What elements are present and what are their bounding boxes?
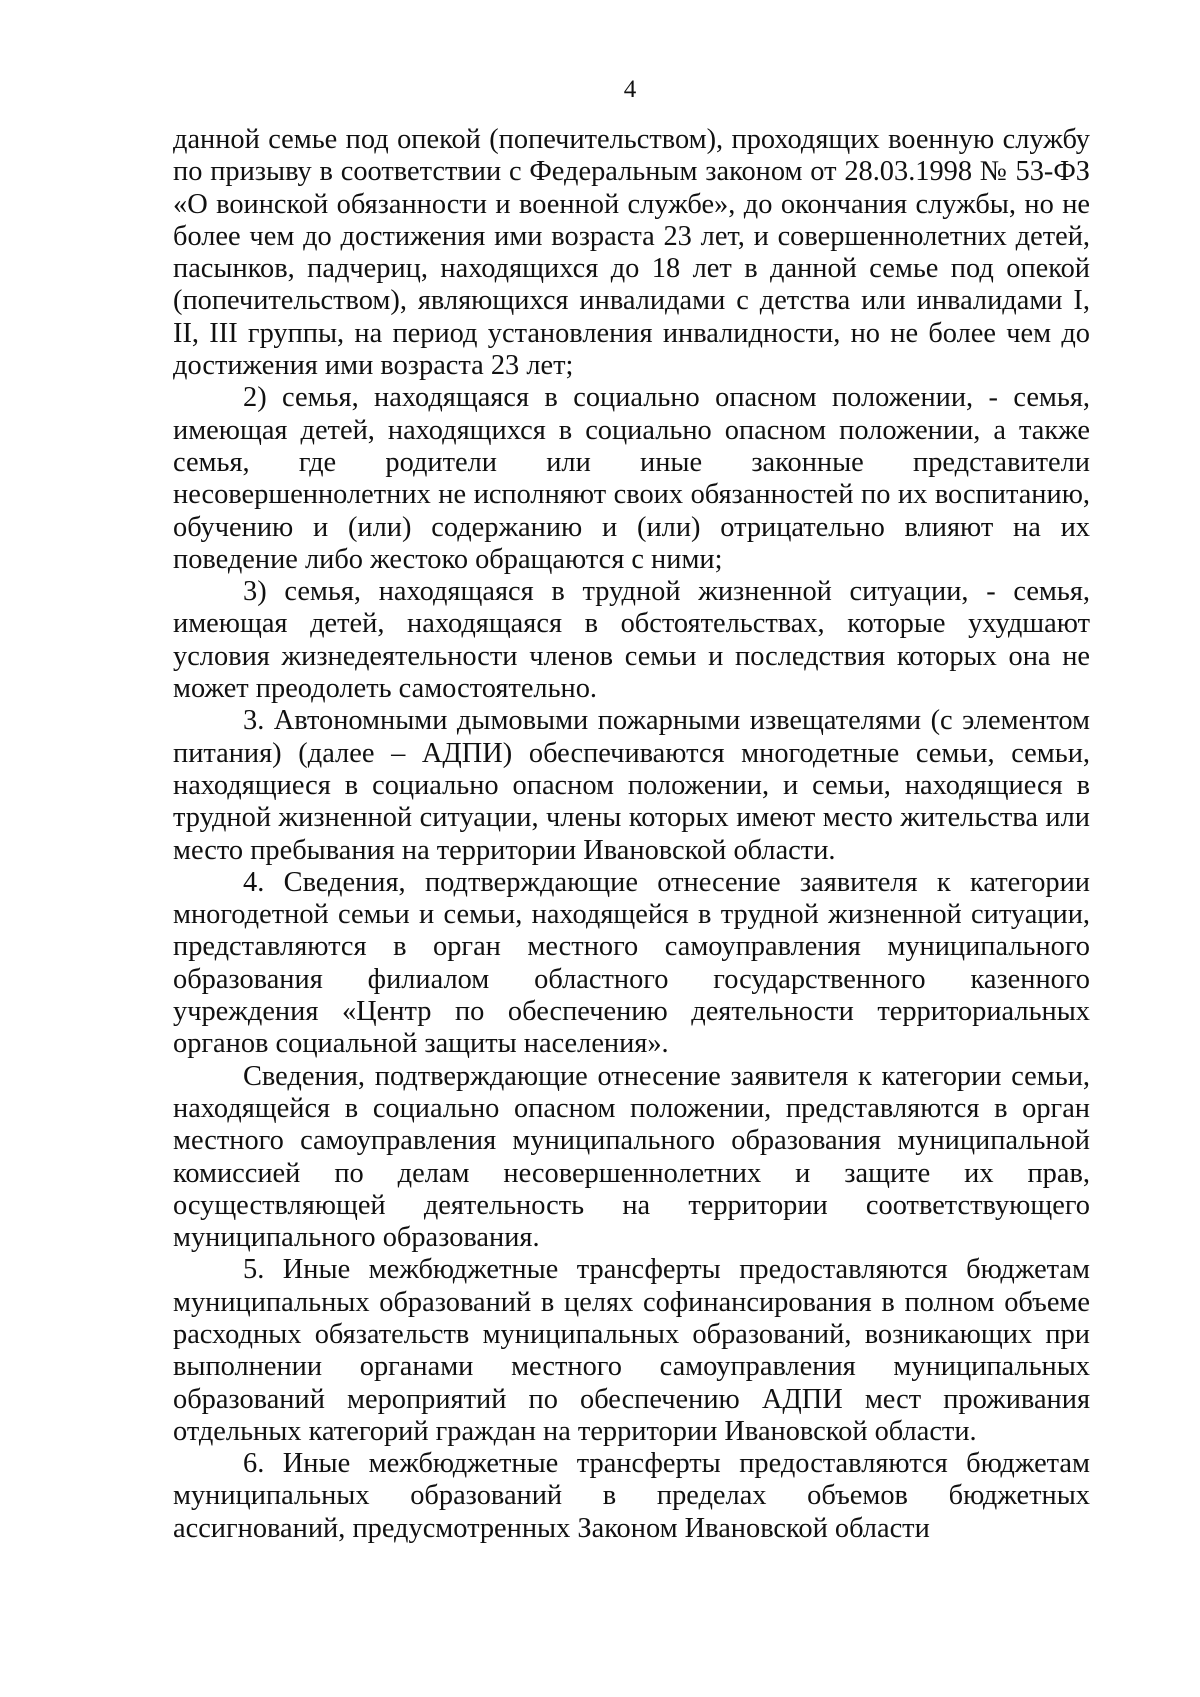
paragraph-item-2: 2) семья, находящаяся в социально опасном положении, - семья, имеющая детей, находящихся в социально опасном положении, а также семья, где родители или иные законные представители несовершеннолетних не исполняют своих обязанностей по их воспитанию, обучению и (или) содержанию и (или) отрицательно влияют на их поведение либо жестоко обращаются с ними; — [173, 382, 1090, 575]
document-body — [173, 124, 1090, 1545]
paragraph-item-3: 3) семья, находящаяся в трудной жизненной ситуации, - семья, имеющая детей, находящаяся в обстоятельствах, которые ухудшают условия жизнедеятельности членов семьи и последствия которых она не может преодолеть самостоятельно. — [173, 576, 1090, 705]
paragraph-section-4: 4. Сведения, подтверждающие отнесение заявителя к категории многодетной семьи и семьи, находящейся в трудной жизненной ситуации, представляются в орган местного самоуправления муниципального образования филиалом областного государственного казенного учреждения «Центр по обеспечению деятельности территориальных органов социальной защиты населения». — [173, 866, 1090, 1060]
paragraph-section-4-info: Сведения, подтверждающие отнесение заявителя к категории семьи, находящейся в социально опасном положении, представляются в орган местного самоуправления муниципального образования муниципальной комиссией по делам несовершеннолетних и защите их прав, осуществляющей деятельность на территории соответствующего муниципального образования. — [173, 1060, 1090, 1254]
paragraph-section-3: 3. Автономными дымовыми пожарными извещателями (с элементом питания) (далее – АДПИ) обеспечиваются многодетные семьи, семьи, находящиеся в социально опасном положении, и семьи, находящиеся в трудной жизненной ситуации, члены которых имеют место жительства или место пребывания на территории Ивановской области. — [173, 705, 1090, 866]
paragraph-section-6: 6. Иные межбюджетные трансферты предоставляются бюджетам муниципальных образований в пределах объемов бюджетных ассигнований, предусмотренных Законом Ивановской области — [173, 1448, 1090, 1544]
paragraph-section-5: 5. Иные межбюджетные трансферты предоставляются бюджетам муниципальных образований в целях софинансирования в полном объеме расходных обязательств муниципальных образований, возникающих при выполнении органами местного самоуправления муниципальных образований мероприятий по обеспечению АДПИ мест проживания отдельных категорий граждан на территории Ивановской области. — [173, 1254, 1090, 1447]
paragraph-continuation: данной семье под опекой (попечительством), проходящих военную службу по призыву в соответствии с Федеральным законом от 28.03.1998 № 53-ФЗ «О воинской обязанности и военной службе», до окончания службы, но не более чем до достижения ими возраста 23 лет, и совершеннолетних детей, пасынков, падчериц, находящихся до 18 лет в данной семье под опекой (попечительством), являющихся инвалидами с детства или инвалидами I, II, III группы, на период установления инвалидности, но не более чем до достижения ими возраста 23 лет; — [173, 124, 1090, 382]
page-number: 4 — [623, 76, 637, 103]
